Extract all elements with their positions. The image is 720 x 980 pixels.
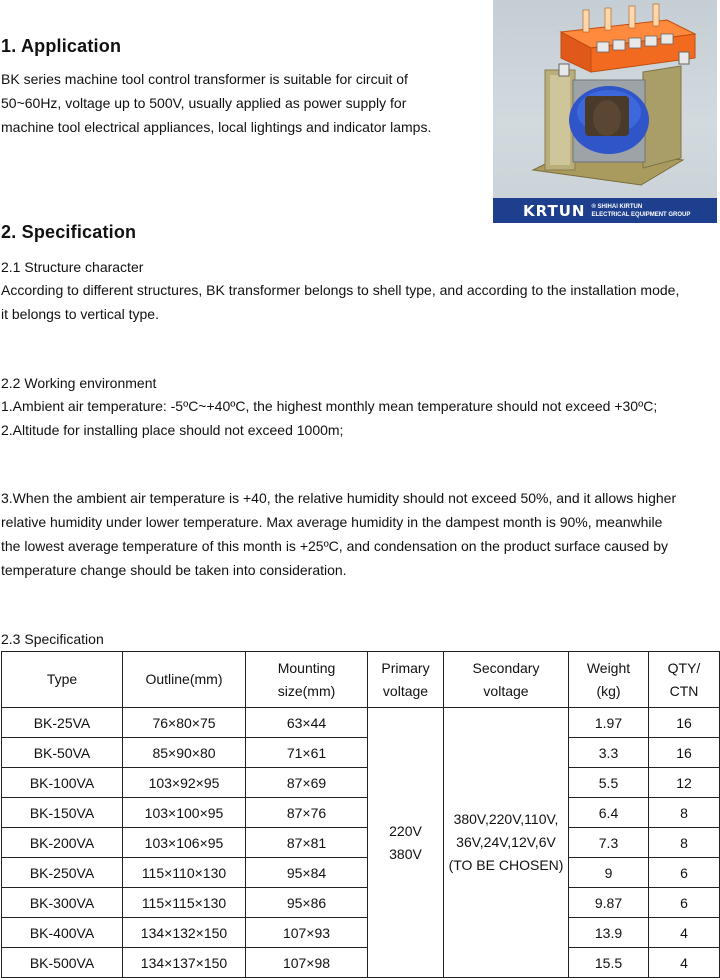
- table-row: [2, 828, 720, 858]
- humidity-text: [1, 486, 676, 582]
- cell-qty: 8: [649, 828, 720, 858]
- cell-qty: 6: [649, 888, 720, 918]
- cell-type: BK-200VA: [2, 828, 123, 858]
- cell-type: BK-250VA: [2, 858, 123, 888]
- cell-qty: 16: [649, 708, 720, 738]
- structure-text: [1, 278, 679, 326]
- application-line: BK series machine tool control transformer is suitable for circuit of: [1, 71, 408, 87]
- cell-outline: 115×110×130: [123, 858, 246, 888]
- cell-type: BK-300VA: [2, 888, 123, 918]
- application-line: machine tool electrical appliances, local lightings and indicator lamps.: [1, 119, 432, 135]
- cell-type: BK-500VA: [2, 948, 123, 978]
- cell-secondary-voltage: 380V,220V,110V, 36V,24V,12V,6V (TO BE CHOSEN): [444, 708, 569, 978]
- header-secondary-voltage: Secondary voltage: [444, 652, 569, 708]
- cell-primary-voltage: 220V 380V: [368, 708, 444, 978]
- structure-title: 2.1 Structure character: [1, 259, 144, 275]
- structure-line: According to different structures, BK transformer belongs to shell type, and according to the installation mode,: [1, 282, 680, 298]
- humidity-line: temperature change should be taken into consideration.: [1, 562, 347, 578]
- product-image: [493, 0, 717, 223]
- cell-qty: 12: [649, 768, 720, 798]
- cell-outline: 85×90×80: [123, 738, 246, 768]
- cell-outline: 103×100×95: [123, 798, 246, 828]
- environment-text: [1, 394, 657, 442]
- cell-outline: 103×92×95: [123, 768, 246, 798]
- cell-mounting: 71×61: [246, 738, 368, 768]
- cell-mounting: 107×93: [246, 918, 368, 948]
- cell-outline: 134×137×150: [123, 948, 246, 978]
- cell-outline: 103×106×95: [123, 828, 246, 858]
- company-name: [591, 203, 690, 219]
- specification-table: [1, 651, 720, 978]
- cell-type: BK-50VA: [2, 738, 123, 768]
- application-line: 50~60Hz, voltage up to 500V, usually applied as power supply for: [1, 95, 407, 111]
- cell-mounting: 87×81: [246, 828, 368, 858]
- header-type: Type: [2, 652, 123, 708]
- cell-weight: 3.3: [569, 738, 649, 768]
- cell-mounting: 63×44: [246, 708, 368, 738]
- cell-weight: 9.87: [569, 888, 649, 918]
- specification-heading: 2. Specification: [1, 222, 137, 242]
- header-mounting: Mounting size(mm): [246, 652, 368, 708]
- table-title: 2.3 Specification: [1, 631, 104, 647]
- cell-outline: 115×115×130: [123, 888, 246, 918]
- cell-qty: 16: [649, 738, 720, 768]
- table-row: [2, 948, 720, 978]
- cell-mounting: 107×98: [246, 948, 368, 978]
- cell-outline: 134×132×150: [123, 918, 246, 948]
- cell-weight: 15.5: [569, 948, 649, 978]
- company-line: ELECTRICAL EQUIPMENT GROUP: [591, 211, 691, 218]
- header-primary-voltage: Primary voltage: [368, 652, 444, 708]
- brand-logo: KRTUN: [523, 201, 586, 220]
- cell-weight: 13.9: [569, 918, 649, 948]
- table-row: [2, 738, 720, 768]
- application-heading: 1. Application: [1, 36, 122, 56]
- table-row: [2, 858, 720, 888]
- brand-bar: [493, 198, 717, 223]
- cell-weight: 6.4: [569, 798, 649, 828]
- transformer-illustration: [493, 0, 717, 200]
- cell-mounting: 95×86: [246, 888, 368, 918]
- cell-weight: 5.5: [569, 768, 649, 798]
- humidity-line: the lowest average temperature of this month is +25ºC, and condensation on the product surface caused by: [1, 538, 669, 554]
- table-row: [2, 798, 720, 828]
- environment-title: 2.2 Working environment: [1, 375, 157, 391]
- cell-type: BK-25VA: [2, 708, 123, 738]
- cell-outline: 76×80×75: [123, 708, 246, 738]
- table-row: [2, 768, 720, 798]
- table-row: [2, 888, 720, 918]
- company-line: ® SHIHAI KIRTUN: [591, 203, 643, 210]
- humidity-line: relative humidity under lower temperature. Max average humidity in the dampest month is 90%, meanwhile: [1, 514, 663, 530]
- header-outline: Outline(mm): [123, 652, 246, 708]
- cell-qty: 4: [649, 918, 720, 948]
- table-row: [2, 708, 720, 738]
- cell-type: BK-400VA: [2, 918, 123, 948]
- cell-weight: 9: [569, 858, 649, 888]
- table-row: [2, 918, 720, 948]
- header-weight: Weight (kg): [569, 652, 649, 708]
- cell-type: BK-100VA: [2, 768, 123, 798]
- cell-mounting: 95×84: [246, 858, 368, 888]
- cell-weight: 1.97: [569, 708, 649, 738]
- cell-weight: 7.3: [569, 828, 649, 858]
- cell-qty: 6: [649, 858, 720, 888]
- cell-mounting: 87×76: [246, 798, 368, 828]
- cell-qty: 8: [649, 798, 720, 828]
- environment-line: 1.Ambient air temperature: -5ºC~+40ºC, the highest monthly mean temperature should not exceed +30ºC;: [1, 398, 658, 414]
- application-text: [1, 67, 431, 139]
- table-header-row: [2, 652, 720, 708]
- cell-qty: 4: [649, 948, 720, 978]
- structure-line: it belongs to vertical type.: [1, 306, 159, 322]
- environment-line: 2.Altitude for installing place should not exceed 1000m;: [1, 422, 344, 438]
- cell-mounting: 87×69: [246, 768, 368, 798]
- cell-type: BK-150VA: [2, 798, 123, 828]
- header-qty: QTY/ CTN: [649, 652, 720, 708]
- humidity-line: 3.When the ambient air temperature is +40, the relative humidity should not exceed 50%, and it allows higher: [1, 490, 677, 506]
